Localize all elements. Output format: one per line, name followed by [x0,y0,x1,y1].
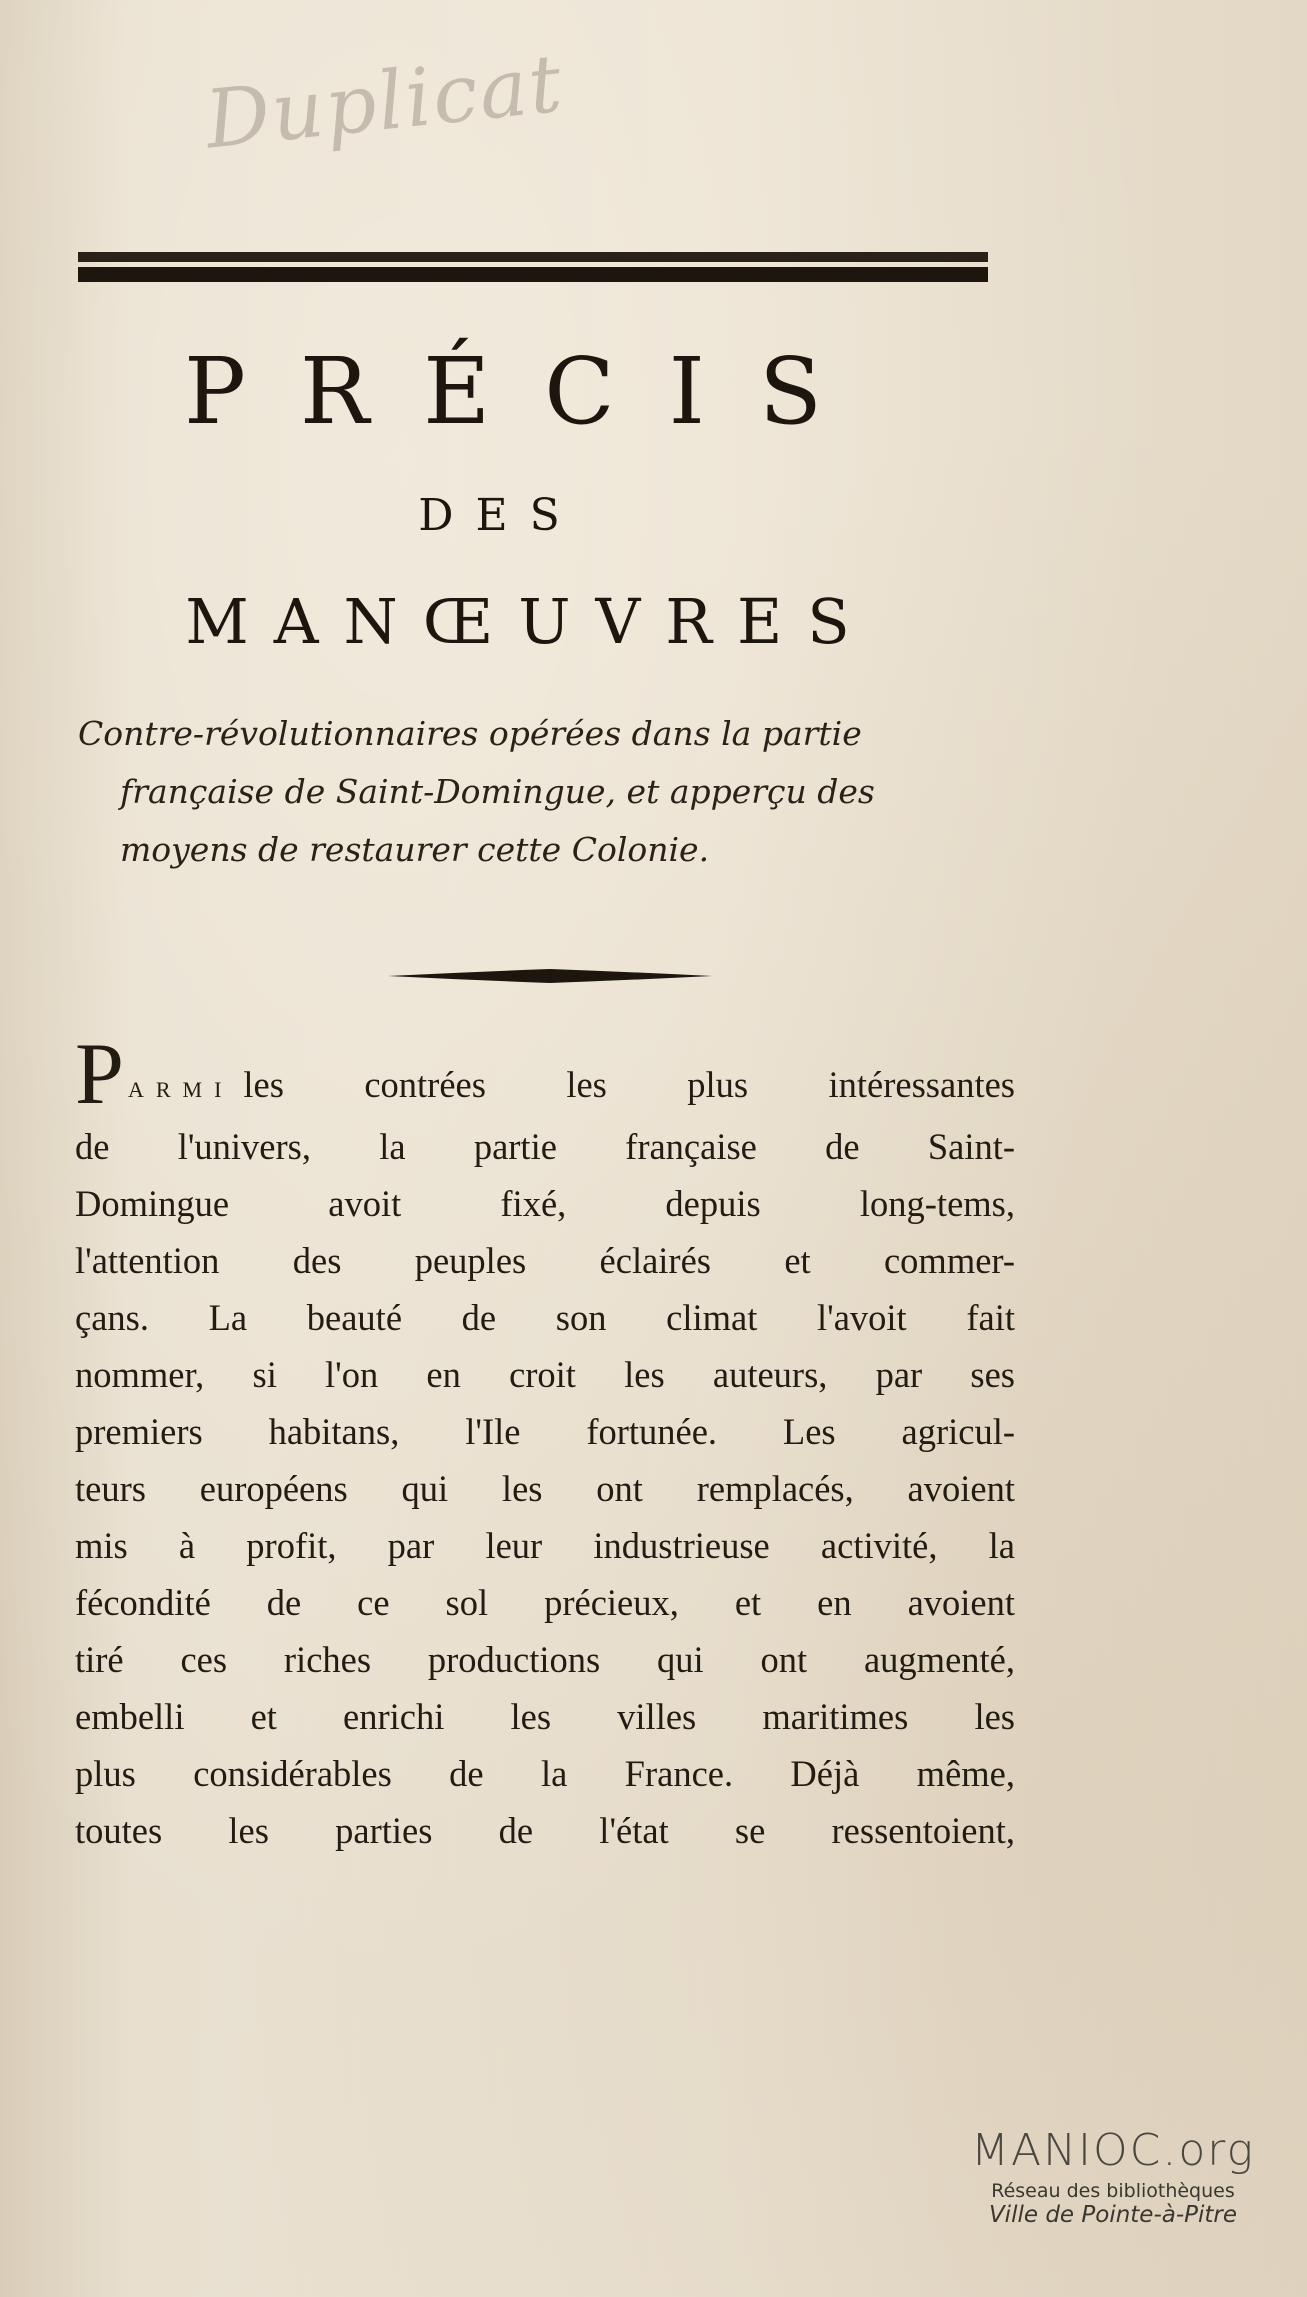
drop-cap: P [75,1026,124,1123]
body-line: PARMI les contrées les plus intéressantes [75,1026,1015,1123]
body-line: premiers habitans, l'Ile fortunée. Les agricul- [75,1411,1015,1452]
subtitle-des: DES [418,490,582,541]
handwritten-signature: Duplicat [201,36,568,167]
subtitle-main: MANŒUVRES [185,585,875,658]
intro-line: Contre-révolutionnaires opérées dans la partie [78,714,862,753]
body-line: tiré ces riches productions qui ont augmenté, [75,1639,1015,1680]
body-line: Domingue avoit fixé, depuis long-tems, [75,1183,1015,1224]
body-line: l'attention des peuples éclairés et commer- [75,1240,1015,1281]
body-line: mis à profit, par leur industrieuse activité, la [75,1525,1015,1566]
intro-line: française de Saint-Domingue, et apperçu des [120,772,875,811]
body-line: nommer, si l'on en croit les auteurs, par ses [75,1354,1015,1395]
body-line: toutes les parties de l'état se ressentoient, [75,1810,1015,1851]
body-line: embelli et enrichi les villes maritimes les [75,1696,1015,1737]
body-text [75,1026,1015,1859]
manioc-logo [948,2125,1278,2228]
body-line: plus considérables de la France. Déjà même, [75,1753,1015,1794]
small-caps-word: ARMI [127,1077,234,1102]
body-line: de l'univers, la partie française de Saint- [75,1126,1015,1167]
logo-subtitle: Réseau des bibliothèques [991,2180,1235,2202]
logo-name: MANIOC.org [971,2125,1255,2176]
page-title: PRÉCIS [183,338,877,445]
ornamental-divider [388,966,712,986]
top-rule [78,250,988,284]
body-line: çans. La beauté de son climat l'avoit fait [75,1297,1015,1338]
body-line: fécondité de ce sol précieux, et en avoient [75,1582,1015,1623]
intro-line: moyens de restaurer cette Colonie. [120,830,710,869]
intro-paragraph [78,705,1018,879]
body-line: teurs européens qui les ont remplacés, avoient [75,1468,1015,1509]
logo-subtitle: Ville de Pointe-à-Pitre [988,2202,1238,2228]
